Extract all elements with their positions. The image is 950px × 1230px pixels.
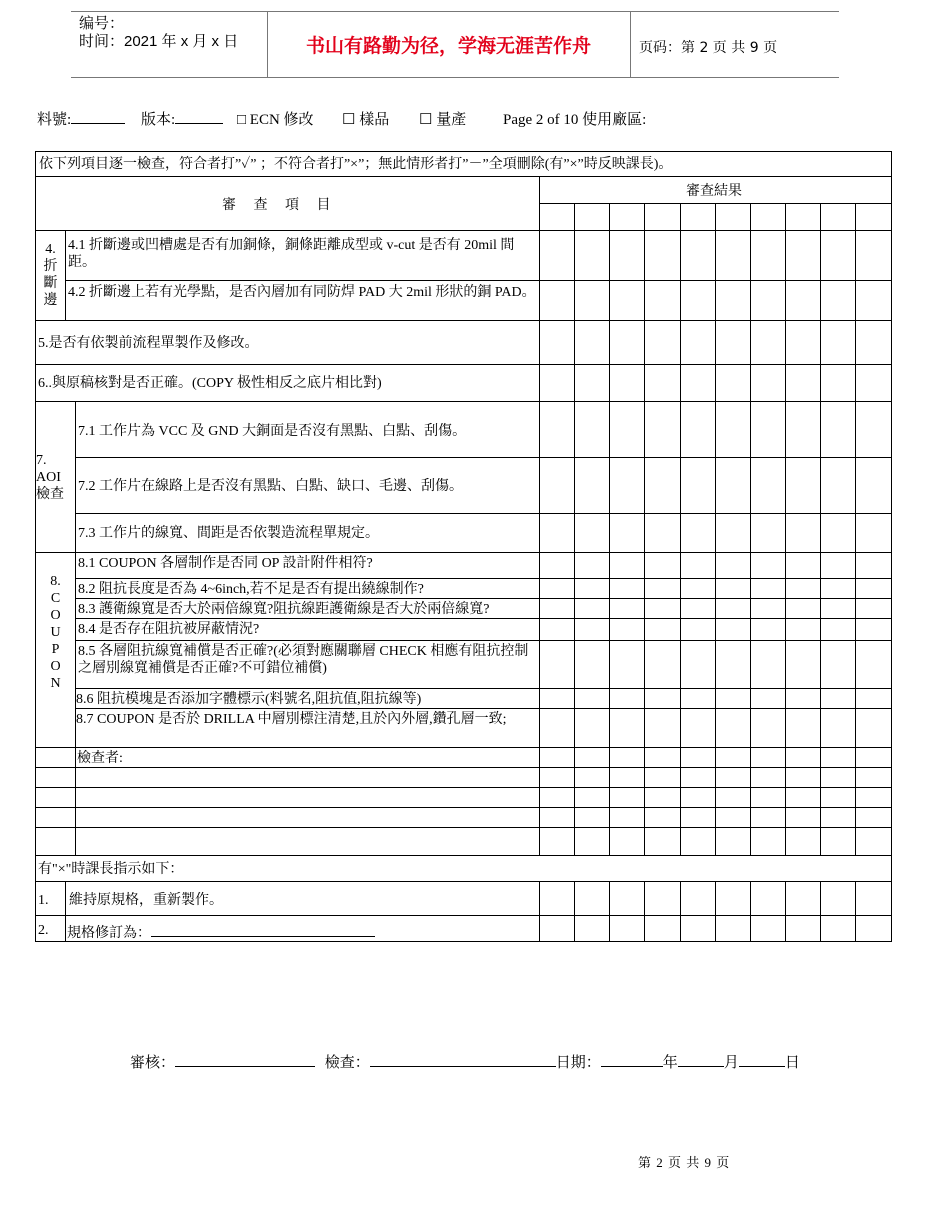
ecn-checkbox[interactable]: □ ECN 修改 [237,112,314,128]
result-column-header: 審查結果 [686,184,742,199]
version-blank[interactable] [175,109,223,124]
item-8-5: 8.5 各層阻抗線寬補償是否正確?(必須對應關聯層 CHECK 相應有阻抗控制之層別線寬補償是否正確?不可錯位補償) [78,644,529,676]
item-6: 6..與原稿核對是否正確。(COPY 极性相反之底片相比對) [38,376,382,391]
item-8-1: 8.1 COUPON 各層制作是否同 OP 設計附件相符? [78,556,373,571]
day-label: 日 [784,1055,800,1071]
review-label: 審核： [130,1055,176,1071]
option-2-field[interactable] [67,922,375,942]
header-motto: 书山有路勤为径，学海无涯苦作舟 [305,35,591,57]
item-7-3: 7.3 工作片的線寬、間距是否依製造流程單規定。 [78,526,379,541]
sample-checkbox[interactable]: ☐ 樣品 [342,112,390,128]
version-field[interactable]: 版本: [141,108,223,129]
supervisor-note: 有"×"時課長指示如下： [38,862,184,877]
part-no-blank[interactable] [71,109,125,124]
item-8-7: 8.7 COUPON 是否於 DRILLA 中層別標注清楚,且於內外層,鑽孔層一致; [76,712,507,727]
section-4-label: 4. 折 斷 邊 [43,242,58,308]
section-7-label: 7. AOI 檢查 [36,453,64,502]
option-1-text[interactable]: 維持原規格，重新製作。 [69,893,223,908]
check-blank[interactable] [370,1052,556,1067]
option-2-text: 規格修訂為： [67,926,151,941]
inspector-label: 檢查者: [77,751,123,766]
month-label: 月 [723,1055,739,1071]
mass-production-checkbox[interactable]: ☐ 量產 [419,112,467,128]
option-2-number: 2. [38,923,49,938]
part-no-field[interactable]: 料號: [37,108,125,129]
item-8-4: 8.4 是否存在阻抗被屏蔽情況? [78,622,260,637]
item-8-2: 8.2 阻抗長度是否為 4~6inch,若不足是否有提出繞線制作? [78,582,424,597]
option-1-number: 1. [38,893,49,908]
option-2-blank[interactable] [151,922,375,937]
header-page-number: 页码：第 2 页 共 9 页 [639,40,778,56]
document-header [71,11,839,78]
item-7-1: 7.1 工作片為 VCC 及 GND 大銅面是否沒有黑點、白點、刮傷。 [78,424,467,439]
item-4-1: 4.1 折斷邊或凹槽處是否有加銅條，銅條距離成型或 v-cut 是否有 20mil 間距。 [68,238,515,270]
item-8-6: 8.6 阻抗模塊是否添加字體標示(料號名,阻抗值,阻抗線等) [76,692,422,707]
section-8-label: 8. C O U P O N [50,574,61,691]
page-usage-area: Page 2 of 10 使用廠區: [503,112,647,128]
review-blank[interactable] [175,1052,315,1067]
item-5: 5.是否有依製前流程單製作及修改。 [38,336,259,351]
code-label: 编号： [79,15,125,32]
year-blank[interactable] [601,1052,663,1067]
item-column-header: 審 查 項 目 [222,198,331,213]
check-label: 檢查： [324,1055,370,1071]
page-footer: 第 2 页 共 9 页 [638,1155,731,1170]
item-8-3: 8.3 護衛線寬是否大於兩倍線寬?阻抗線距護衛線是否大於兩倍線寬? [78,602,490,617]
header-meta [79,15,238,51]
time-label: 时间：2021 年 x 月 x 日 [79,33,239,50]
year-label: 年 [662,1055,678,1071]
date-label: 日期： [555,1055,601,1071]
instruction-text: 依下列項目逐一檢查，符合者打”✓” ；不符合者打”×”；無此情形者打”－”全項刪除(有”×”時反映課長)。 [39,157,673,172]
month-blank[interactable] [678,1052,724,1067]
day-blank[interactable] [739,1052,785,1067]
item-7-2: 7.2 工作片在線路上是否沒有黑點、白點、缺口、毛邊、刮傷。 [78,479,463,494]
item-4-2: 4.2 折斷邊上若有光學點，是否內層加有同防焊 PAD 大 2mil 形狀的銅 PAD。 [68,285,536,300]
signature-line [130,1051,800,1072]
